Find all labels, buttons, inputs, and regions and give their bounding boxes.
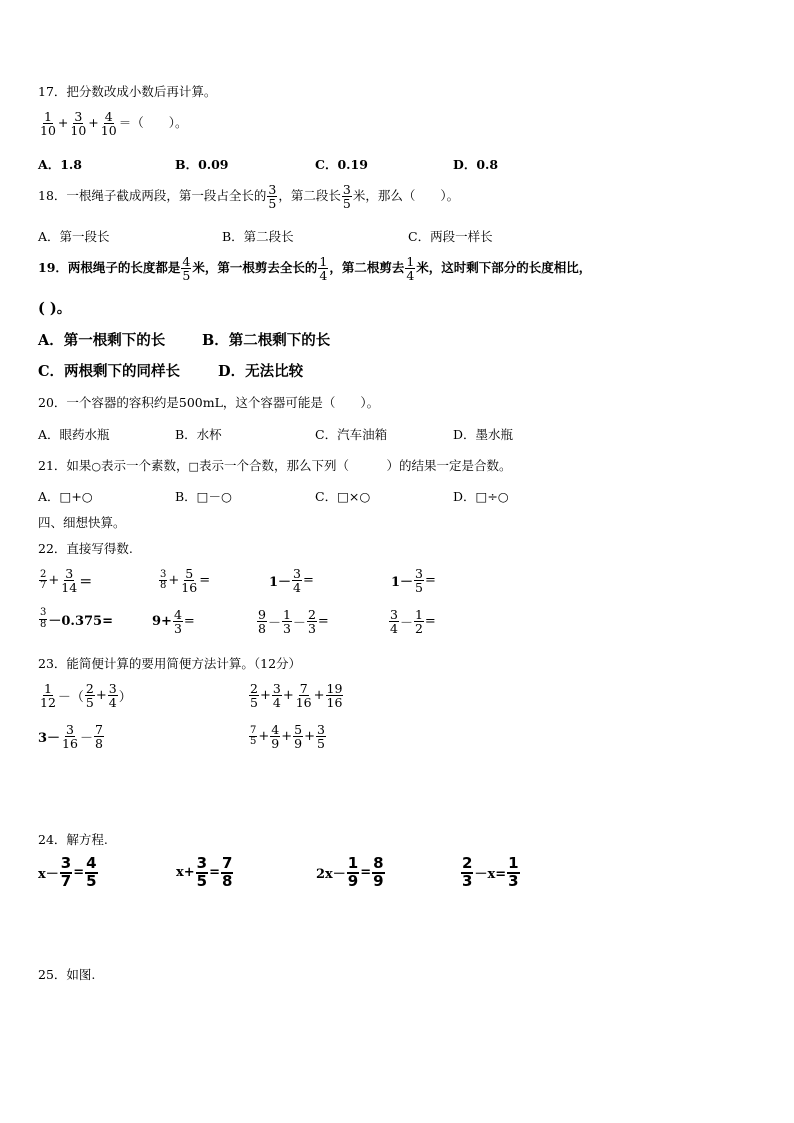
q19-frac-3: $\frac{1}{4}$ [406, 254, 415, 284]
q18-option-a: A．第一段长 [38, 229, 110, 244]
q17-frac-1: $\frac{1}{10}$ [40, 109, 56, 139]
q21-option-b: B．□－○ [175, 489, 232, 504]
q19-frac-1: $\frac{4}{5}$ [182, 254, 191, 284]
q22-r1-c3: 1－ $\frac{3}{4}$ = [269, 566, 314, 596]
q20-option-c: C．汽车油箱 [315, 427, 388, 442]
q25-title: 25．如图. [38, 967, 96, 982]
q24-equation-4: $\frac{2}{3}$ －x= $\frac{1}{3}$ [462, 854, 519, 890]
q22-r1-c4: 1－ $\frac{3}{5}$ = [391, 566, 436, 596]
q18-option-b: B．第二段长 [222, 229, 294, 244]
q19-option-b: B．第二根剩下的长 [202, 332, 331, 349]
q17-expression: $\frac{1}{10}$ + $\frac{3}{10}$ + $\frac{4}{10}$ ＝（ ）。 [40, 109, 188, 139]
q21-option-a: A．□+○ [38, 489, 93, 504]
q23-expr-3: 3－ $\frac{3}{16}$ － $\frac{7}{8}$ [38, 722, 103, 752]
q19-option-d: D．无法比较 [218, 363, 304, 380]
q17-option-b: B．0.09 [175, 157, 229, 172]
q22-title: 22．直接写得数. [38, 541, 133, 556]
q23-expr-1: $\frac{1}{12}$ －（ $\frac{2}{5}$ + $\frac{3}{4}$ ） [40, 681, 132, 711]
q23-title: 23．能简便计算的要用简便方法计算。（12分） [38, 656, 302, 671]
q17-frac-2: $\frac{3}{10}$ [70, 109, 87, 139]
q22-r2-c2: 9+ $\frac{4}{3}$ = [152, 607, 195, 637]
q22-r2-c3: $\frac{9}{8}$ － $\frac{1}{3}$ － $\frac{2}{3}$ = [258, 607, 329, 637]
q22-r1-c1: $\frac{2}{7}$ + $\frac{3}{14}$ ＝ [40, 566, 93, 596]
q18-frac-1: $\frac{3}{5}$ [268, 182, 277, 212]
q19-frac-2: $\frac{1}{4}$ [319, 254, 328, 284]
q17-option-a: A．1.8 [38, 157, 82, 172]
q23-expr-2: $\frac{2}{5}$ + $\frac{3}{4}$ + $\frac{7}{16}$ + $\frac{19}{16}$ [250, 681, 343, 711]
q17-option-c: C．0.19 [315, 157, 368, 172]
q24-equation-2: x+ $\frac{3}{5}$ = $\frac{7}{8}$ [176, 854, 233, 890]
q19-blank: ( )。 [38, 300, 72, 317]
q18-frac-2: $\frac{3}{5}$ [342, 182, 351, 212]
section-heading-4: 四、细想快算。 [38, 515, 126, 530]
q20-title: 20．一个容器的容积约是500mL，这个容器可能是（ ）。 [38, 395, 380, 410]
q24-equation-1: x－ $\frac{3}{7}$ = $\frac{4}{5}$ [38, 854, 97, 890]
q22-r1-c2: $\frac{3}{8}$ + $\frac{5}{16}$ = [160, 566, 211, 596]
q22-r2-c1: $\frac{3}{8}$ －0.375= [40, 607, 113, 630]
q19-stem: 19．两根绳子的长度都是 $\frac{4}{5}$ 米，第一根剪去全长的 $\frac{1}{4}$ ，第二根剪去 $\frac{1}{4}$ 米，这时剩下部分的长度相比， [38, 254, 592, 284]
q22-r2-c4: $\frac{3}{4}$ － $\frac{1}{2}$ = [390, 607, 436, 637]
square-symbol-icon: □ [188, 460, 199, 473]
q21-stem: 21．如果○表示一个素数，□表示一个合数，那么下列（ ）的结果一定是合数。 [38, 458, 512, 473]
q19-option-c: C．两根剩下的同样长 [38, 363, 181, 380]
q21-option-d: D．□÷○ [453, 489, 509, 504]
q20-option-b: B．水杯 [175, 427, 222, 442]
q19-option-a: A．第一根剩下的长 [38, 332, 166, 349]
q24-equation-3: 2x－ $\frac{1}{9}$ = $\frac{8}{9}$ [316, 854, 384, 890]
q17-title: 17．把分数改成小数后再计算。 [38, 84, 217, 99]
q18-stem: 18．一根绳子截成两段，第一段占全长的 $\frac{3}{5}$ ，第二段长 $\frac{3}{5}$ 米，那么（ ）。 [38, 182, 460, 212]
q23-expr-4: $\frac{7}{5}$ + $\frac{4}{9}$ + $\frac{5}{9}$ + $\frac{3}{5}$ [250, 722, 325, 752]
q21-option-c: C．□×○ [315, 489, 371, 504]
q20-option-a: A．眼药水瓶 [38, 427, 110, 442]
q24-title: 24．解方程. [38, 832, 108, 847]
q18-option-c: C．两段一样长 [408, 229, 493, 244]
q17-frac-3: $\frac{4}{10}$ [100, 109, 117, 139]
q20-option-d: D．墨水瓶 [453, 427, 514, 442]
circle-symbol-icon: ○ [91, 460, 102, 473]
q17-option-d: D．0.8 [453, 157, 499, 172]
